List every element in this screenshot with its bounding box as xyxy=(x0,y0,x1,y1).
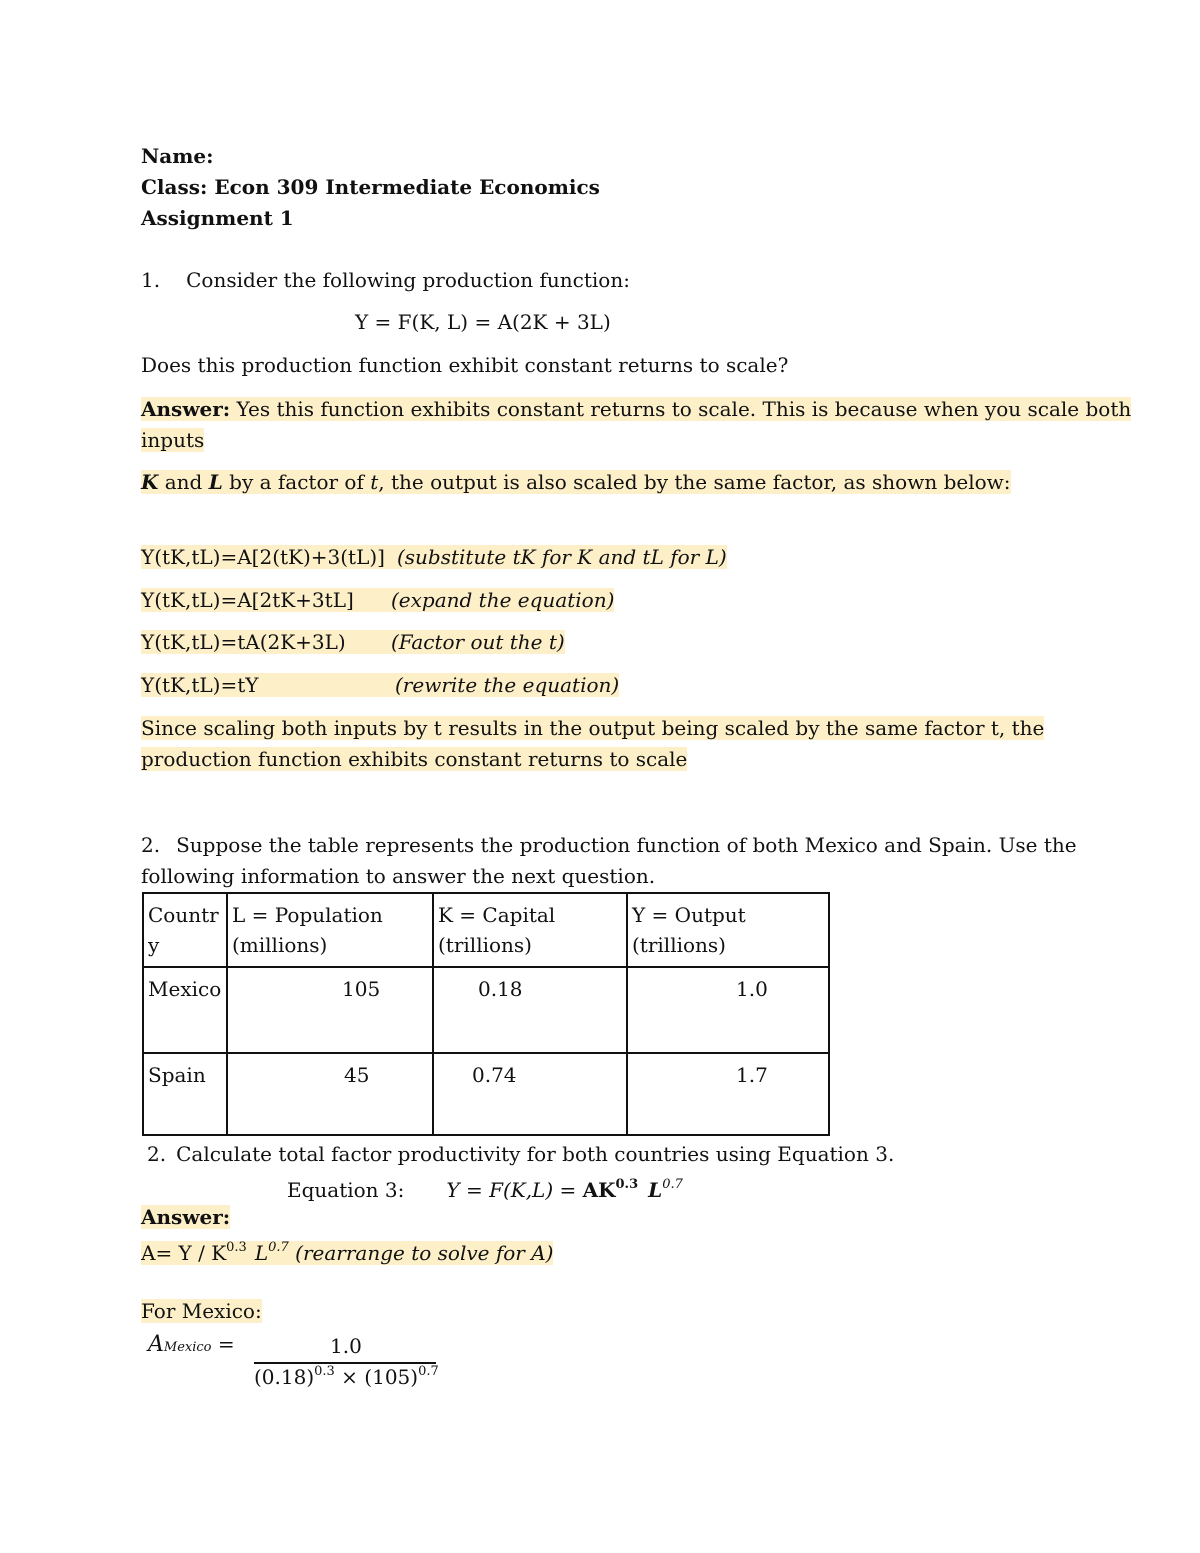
header-population-line1: L = Population xyxy=(232,903,383,927)
header-output-line2: (trillions) xyxy=(632,933,726,957)
denominator-capital: (0.18) xyxy=(254,1365,315,1389)
equation-3 xyxy=(287,1170,683,1205)
rearranged-a: A= Y / K xyxy=(141,1241,227,1265)
equation-3-k-exponent: 0.3 xyxy=(615,1177,639,1192)
answer-label: Answer: xyxy=(141,1205,231,1229)
rearranged-note: (rearrange to solve for A) xyxy=(288,1241,554,1265)
step-note: (expand the equation) xyxy=(391,588,615,612)
q1-step-3 xyxy=(141,627,565,657)
cell-capital: 0.18 xyxy=(433,967,627,1053)
q1-answer-line1 xyxy=(141,394,1131,424)
table-row xyxy=(143,967,829,1053)
q2-answer-label xyxy=(141,1202,230,1232)
q2-intro-line1 xyxy=(141,830,1077,860)
header-country xyxy=(143,893,227,967)
header-population-line2: (millions) xyxy=(232,933,328,957)
mexico-formula-lhs xyxy=(148,1332,235,1357)
q1-step-2 xyxy=(141,585,614,615)
q2-rearranged-equation xyxy=(141,1233,553,1268)
step-expr: Y(tK,tL)=A[2(tK)+3(tL)] xyxy=(141,545,385,569)
q1-answer-label: Answer: xyxy=(141,397,231,421)
header-capital-line2: (trillions) xyxy=(438,933,532,957)
step-expr: Y(tK,tL)=A[2tK+3tL] xyxy=(141,588,354,612)
var-k: K xyxy=(141,470,159,494)
q2-intro-text: Suppose the table represents the production function of both Mexico and Spain. Use the xyxy=(176,833,1077,857)
denominator-population-exponent: 0.7 xyxy=(418,1364,439,1379)
q2-intro-line2: following information to answer the next question. xyxy=(141,864,656,888)
mexico-equals: = xyxy=(211,1332,235,1356)
equation-3-ak: AK xyxy=(582,1178,616,1202)
equation-3-l: L xyxy=(648,1178,663,1202)
header-population xyxy=(227,893,433,967)
mexico-label: For Mexico: xyxy=(141,1299,262,1323)
header-country-line1: Countr xyxy=(148,903,219,927)
equation-3-label: Equation 3: xyxy=(287,1178,405,1202)
cell-country: Mexico xyxy=(143,967,227,1053)
mexico-numerator: 1.0 xyxy=(330,1334,362,1358)
q1-conclusion-line2 xyxy=(141,744,687,774)
name-label: Name: xyxy=(141,144,214,168)
mexico-subscript: Mexico xyxy=(163,1340,212,1355)
q1-step-1 xyxy=(141,542,727,572)
var-l: L xyxy=(208,470,223,494)
q2-sub-number: 2. xyxy=(147,1142,167,1166)
q2-number: 2. xyxy=(141,833,161,857)
conclusion-text-2: production function exhibits constant returns to scale xyxy=(141,747,688,771)
assignment-title: Assignment 1 xyxy=(141,206,294,230)
cell-output: 1.0 xyxy=(627,967,829,1053)
class-label: Class: Econ 309 Intermediate Economics xyxy=(141,175,600,199)
table-row xyxy=(143,1053,829,1135)
q1-answer-text: Yes this function exhibits constant returns to scale. This is because when you scale both xyxy=(230,397,1132,421)
denominator-population: × (105) xyxy=(334,1365,419,1389)
conclusion-text-1: Since scaling both inputs by t results in the output being scaled by the same factor t, the xyxy=(141,716,1045,740)
q1-prompt xyxy=(141,265,630,295)
step-note: (substitute tK for K and tL for L) xyxy=(396,545,727,569)
q1-conclusion-line1 xyxy=(141,713,1044,743)
q2-sub-prompt xyxy=(147,1139,894,1169)
q1-question: Does this production function exhibit constant returns to scale? xyxy=(141,353,789,377)
q1-answer-line3 xyxy=(141,467,1011,497)
equation-3-lhs: Y = F(K,L) = xyxy=(446,1178,583,1202)
mexico-heading xyxy=(141,1296,262,1326)
cell-capital: 0.74 xyxy=(433,1053,627,1135)
text-factor: by a factor of xyxy=(222,470,371,494)
table-header-row xyxy=(143,893,829,967)
cell-output: 1.7 xyxy=(627,1053,829,1135)
q2-sub-prompt-text: Calculate total factor productivity for both countries using Equation 3. xyxy=(176,1142,895,1166)
header-output xyxy=(627,893,829,967)
text-and: and xyxy=(158,470,209,494)
step-note: (rewrite the equation) xyxy=(395,673,620,697)
header-capital xyxy=(433,893,627,967)
header-country-line2: y xyxy=(148,933,160,957)
mexico-a: A xyxy=(148,1332,164,1357)
q1-step-4 xyxy=(141,670,619,700)
q1-answer-line2 xyxy=(141,425,204,455)
rearranged-l: L xyxy=(254,1241,269,1265)
var-t: t xyxy=(370,470,379,494)
q1-answer-inputs: inputs xyxy=(141,428,205,452)
step-note: (Factor out the t) xyxy=(391,630,565,654)
cell-country: Spain xyxy=(143,1053,227,1135)
step-expr: Y(tK,tL)=tA(2K+3L) xyxy=(141,630,346,654)
mexico-denominator xyxy=(254,1364,439,1389)
cell-population: 105 xyxy=(227,967,433,1053)
text-output: , the output is also scaled by the same factor, as shown below: xyxy=(378,470,1011,494)
q1-number: 1. xyxy=(141,268,161,292)
q1-equation: Y = F(K, L) = A(2K + 3L) xyxy=(355,310,611,334)
step-expr: Y(tK,tL)=tY xyxy=(141,673,259,697)
header-capital-line1: K = Capital xyxy=(438,903,556,927)
denominator-capital-exponent: 0.3 xyxy=(314,1364,335,1379)
cell-population: 45 xyxy=(227,1053,433,1135)
production-table xyxy=(142,892,830,1136)
rearranged-k-exponent: 0.3 xyxy=(226,1240,247,1255)
header-output-line1: Y = Output xyxy=(632,903,746,927)
q1-prompt-text: Consider the following production function: xyxy=(186,268,630,292)
equation-3-l-exponent: 0.7 xyxy=(662,1177,683,1192)
rearranged-l-exponent: 0.7 xyxy=(268,1240,289,1255)
